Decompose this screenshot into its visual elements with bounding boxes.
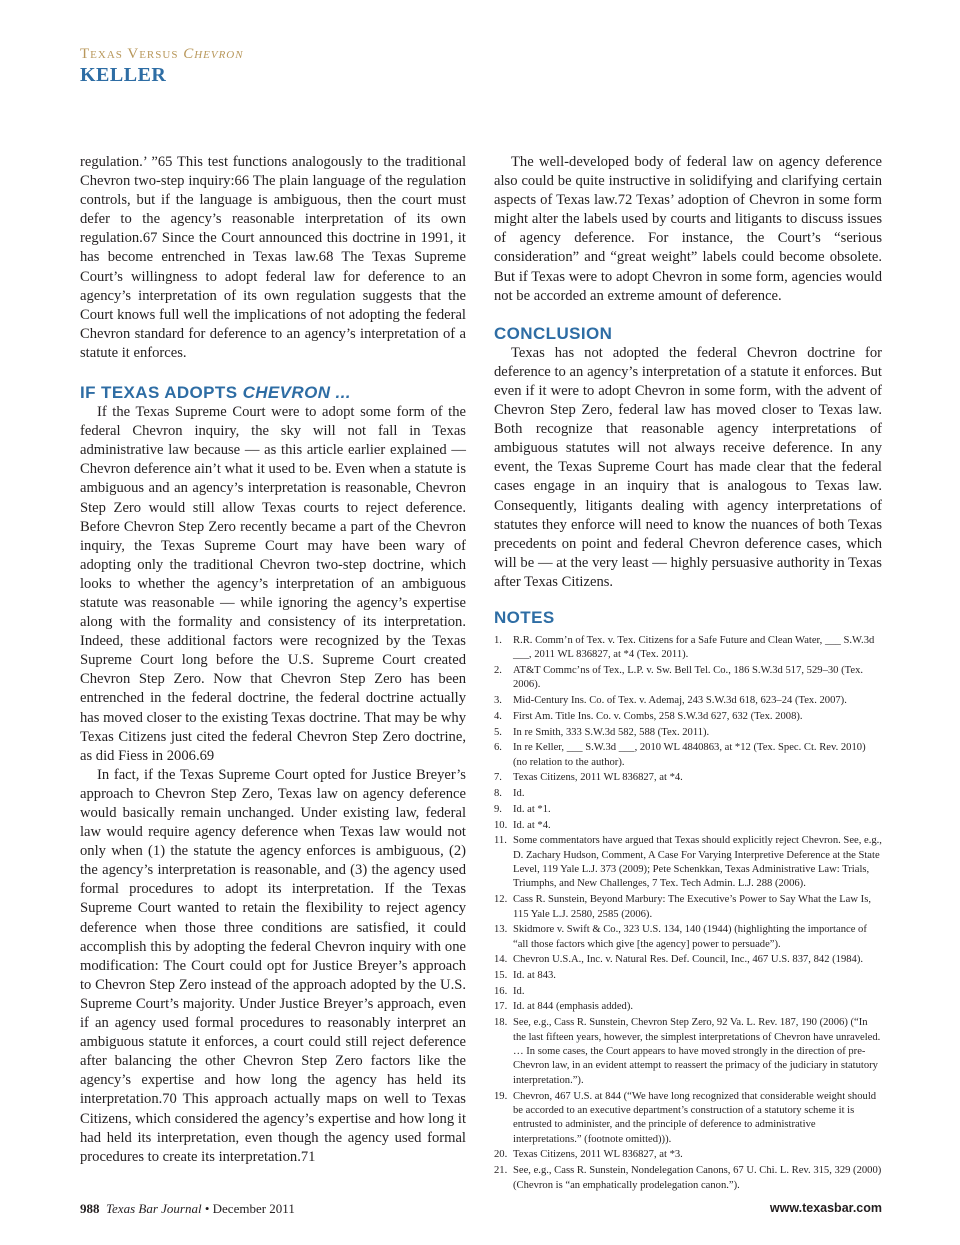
- note-item: [494, 819, 882, 833]
- note-number: 10.: [494, 819, 508, 831]
- note-number: 20.: [494, 1149, 508, 1161]
- note-number: 18.: [494, 1017, 508, 1029]
- note-text: Id. at *1.: [513, 803, 551, 815]
- note-text: AT&T Commc’ns of Tex., L.P. v. Sw. Bell Tel. Co., 186 S.W.3d 517, 529–30 (Tex. 2006).: [513, 665, 864, 691]
- note-text: See, e.g., Cass R. Sunstein, Nondelegation Canons, 67 U. Chi. L. Rev. 315, 329 (2000) (Chevron is “an emphatically prodelegation canon.”).: [513, 1165, 882, 1191]
- left-column: [80, 153, 466, 1167]
- issue-date: December 2011: [212, 1201, 295, 1216]
- note-item: [494, 726, 882, 740]
- series-title: [80, 46, 244, 63]
- note-number: 9.: [494, 803, 502, 815]
- note-text: Id. at *4.: [513, 819, 551, 831]
- author-name: KELLER: [80, 64, 167, 86]
- note-text: Mid-Century Ins. Co. of Tex. v. Ademaj, 243 S.W.3d 618, 623–24 (Tex. 2007).: [513, 695, 847, 707]
- note-item: [494, 664, 882, 693]
- note-text: Chevron U.S.A., Inc. v. Natural Res. Def. Council, Inc., 467 U.S. 837, 842 (1984).: [513, 954, 864, 966]
- paragraph: If the Texas Supreme Court were to adopt some form of the federal Chevron inquiry, the sky will not fall in Texas administrative law because — as this article earlier explained — Chevron deference ain’t what it used to be. Even when a statute is ambiguous and an agency’s interpretation is reasonable, Chevron Step Zero would still allow Texas courts to reject deference. Before Chevron Step Zero recently became a part of the Chevron inquiry, the Texas Supreme Court may have been wary of adopting only the traditional Chevron two-step doctrine, which looks to whether the agency’s interpretation of an ambiguous statute was reasonable — while ignoring the agency’s expertise along with the formality and consistency of its interpretation. Indeed, these additional factors were recognized by the Texas Supreme Court long before the U.S. Supreme Court created Chevron Step Zero. Now that Chevron Step Zero has been entrenched in the federal doctrine, the federal doctrine actually has moved closer to the existing Texas doctrine. That may be why Texas Citizens just cited the federal Chevron Step Zero doctrine, as did Fiess in 2006.69: [80, 404, 466, 764]
- paragraph: In fact, if the Texas Supreme Court opted for Justice Breyer’s approach to Chevron Step Zero, Texas law on agency deference would basically remain unchanged. Under existing law, federal law would require agency deference when Texas law would not only when (1) the statute the agency enforces is ambiguous, (2) the agency’s interpretation is reasonable, and (3) the agency used formal procedures to adopt its interpretation. If the Texas Supreme Court wanted to retain the flexibility to reject agency deference when those three conditions are satisfied, it could accomplish this by adopting the federal Chevron inquiry with one modification: The Court could opt for Justice Breyer’s approach to Chevron Step Zero instead of the approach adopted by the U.S. Supreme Court’s majority. Under Justice Breyer’s approach, even if an agency used formal procedures to reasonably interpret an ambiguous statute it enforces, a court could still reject deference after balancing the other Chevron Step Zero factors like the agency’s expertise and how long the agency has held its interpretation.70 This approach actually maps on well to Texas Citizens, which considered the agency’s expertise and how long it had held its interpretation, even though the agency used formal procedures to create its interpretation.71: [80, 766, 466, 1165]
- note-number: 5.: [494, 726, 502, 738]
- website-link[interactable]: www.texasbar.com: [769, 1201, 882, 1215]
- note-item: [494, 1164, 882, 1193]
- note-text: Some commentators have argued that Texas should explicitly reject Chevron. See, e.g., D. Zachary Hudson, Comment, A Case For Varying Interpretive Deference at the State Level, 119 Yale L.J. 373 (2009); Pete Schenkkan, Texas Administrative Law: Trials, Triumphs, and New Challenges, 7 Tex. Tech Admin. L.J. 288 (2006).: [513, 835, 882, 890]
- heading-text: IF TEXAS ADOPTS: [80, 383, 238, 403]
- heading-italic-text: CHEVRON ...: [242, 383, 351, 403]
- note-number: 6.: [494, 742, 502, 754]
- note-item: [494, 969, 882, 983]
- note-item: [494, 985, 882, 999]
- page-footer: [80, 1201, 882, 1217]
- note-item: [494, 1016, 882, 1088]
- note-number: 2.: [494, 665, 502, 677]
- note-number: 11.: [494, 835, 507, 847]
- note-text: Id.: [513, 985, 525, 997]
- note-number: 15.: [494, 970, 508, 982]
- note-text: Chevron, 467 U.S. at 844 (“We have long recognized that considerable weight should be accorded to an executive department’s construction of a statutory scheme it is entrusted to administer, and the principle of deference to administrative interpretations.” (footnote omitted))).: [513, 1090, 877, 1145]
- note-number: 1.: [494, 634, 502, 646]
- paragraph: Texas has not adopted the federal Chevron doctrine for deference to an agency’s interpretation of a statute it enforces. But even if it were to adopt Chevron in some form, with the advent of Chevron Step Zero, federal law has moved closer to Texas law. Both recognize that reasonable agency interpretations of ambiguous statutes will not always receive deference. In any event, the Texas Supreme Court has made clear that the federal cases engage in an inquiry that is analogous to Texas law. Consequently, litigants dealing with agency interpretations of statutes they enforce will need to know the nuances of both Texas precedents on point and federal Chevron deference cases, which will be — at the very least — highly persuasive authority in Texas after Texas Citizens.: [494, 344, 882, 590]
- note-item: [494, 694, 882, 708]
- note-text: See, e.g., Cass R. Sunstein, Chevron Step Zero, 92 Va. L. Rev. 187, 190 (2006) (“In the last fifteen years, however, the simplest interpretations of Chevron have unraveled. … In some cases, the Court appears to have moved strongly in the direction of pre-Chevron law, in an evident attempt to reassert the primacy of the judiciary in statutory interpretation.”).: [513, 1017, 881, 1086]
- paragraph: The well-developed body of federal law on agency deference also could be quite instructive in solidifying and clarifying certain aspects of Texas law.72 Texas’ adoption of Chevron in some form might alter the labels used by courts and litigants to discuss issues of agency deference. For instance, the Court’s “serious consideration” and “great weight” labels could become obsolete. But if Texas were to adopt Chevron in some form, agencies would not be accorded an extreme amount of deference.: [494, 154, 882, 304]
- note-item: [494, 1148, 882, 1162]
- note-item: [494, 741, 882, 770]
- note-item: [494, 923, 882, 952]
- note-text: Cass R. Sunstein, Beyond Marbury: The Executive’s Power to Say What the Law Is, 115 Yale L.J. 2580, 2585 (2006).: [513, 894, 871, 920]
- note-item: [494, 893, 882, 922]
- note-number: 8.: [494, 788, 502, 800]
- note-text: In re Keller, ___ S.W.3d ___, 2010 WL 4840863, at *12 (Tex. Spec. Ct. Rev. 2010) (no relation to the author).: [513, 742, 866, 768]
- series-title-prefix: Texas Versus: [80, 46, 179, 62]
- note-item: [494, 953, 882, 967]
- footer-separator: •: [204, 1201, 210, 1216]
- note-number: 17.: [494, 1001, 508, 1013]
- note-number: 13.: [494, 924, 508, 936]
- section-heading-if-texas-adopts: [80, 383, 466, 403]
- note-text: First Am. Title Ins. Co. v. Combs, 258 S.W.3d 627, 632 (Tex. 2008).: [513, 710, 803, 722]
- note-item: [494, 1000, 882, 1014]
- note-number: 21.: [494, 1165, 508, 1177]
- note-text: Texas Citizens, 2011 WL 836827, at *3.: [513, 1149, 683, 1161]
- right-column: [494, 153, 882, 1194]
- note-number: 7.: [494, 772, 502, 784]
- note-number: 4.: [494, 710, 502, 722]
- section-heading-conclusion: CONCLUSION: [494, 323, 613, 343]
- note-number: 19.: [494, 1090, 508, 1102]
- note-number: 16.: [494, 985, 508, 997]
- notes-list: [494, 634, 882, 1193]
- section-heading-notes: NOTES: [494, 607, 555, 627]
- journal-name: Texas Bar Journal: [106, 1201, 202, 1216]
- note-item: [494, 787, 882, 801]
- note-item: [494, 1090, 882, 1148]
- note-item: [494, 634, 882, 663]
- note-text: Id. at 843.: [513, 970, 556, 982]
- note-text: Id.: [513, 788, 525, 800]
- note-number: 12.: [494, 894, 508, 906]
- note-item: [494, 834, 882, 892]
- paragraph: regulation.’ ”65 This test functions analogously to the traditional Chevron two-step inquiry:66 The plain language of the regulation controls, but if the language is ambiguous, then the court must defer to the agency’s reasonable interpretation of its own regulation.67 Since the Court announced this doctrine in 1991, it has become entrenched in Texas law.68 The Texas Supreme Court’s willingness to adopt federal law for deference to an agency’s interpretation of its own regulation suggests that the Court knows full well the implications of not adopting the federal Chevron standard for deference to an agency’s interpretation of a statute it enforces.: [80, 154, 466, 361]
- note-item: [494, 803, 882, 817]
- note-text: In re Smith, 333 S.W.3d 582, 588 (Tex. 2011).: [513, 726, 710, 738]
- series-title-italic: Chevron: [183, 46, 244, 62]
- page-number: 988: [80, 1201, 100, 1216]
- note-text: Id. at 844 (emphasis added).: [513, 1001, 634, 1013]
- note-text: R.R. Comm’n of Tex. v. Tex. Citizens for a Safe Future and Clean Water, ___ S.W.3d ___, 2011 WL 836827, at *4 (Tex. 2011).: [513, 634, 875, 661]
- note-item: [494, 710, 882, 724]
- running-header: [80, 46, 244, 87]
- note-text: Texas Citizens, 2011 WL 836827, at *4.: [513, 772, 683, 784]
- note-number: 3.: [494, 695, 502, 707]
- note-item: [494, 771, 882, 785]
- note-number: 14.: [494, 954, 508, 966]
- note-text: Skidmore v. Swift & Co., 323 U.S. 134, 140 (1944) (highlighting the importance of “all those factors which give [the agency] power to persuade”).: [513, 924, 867, 950]
